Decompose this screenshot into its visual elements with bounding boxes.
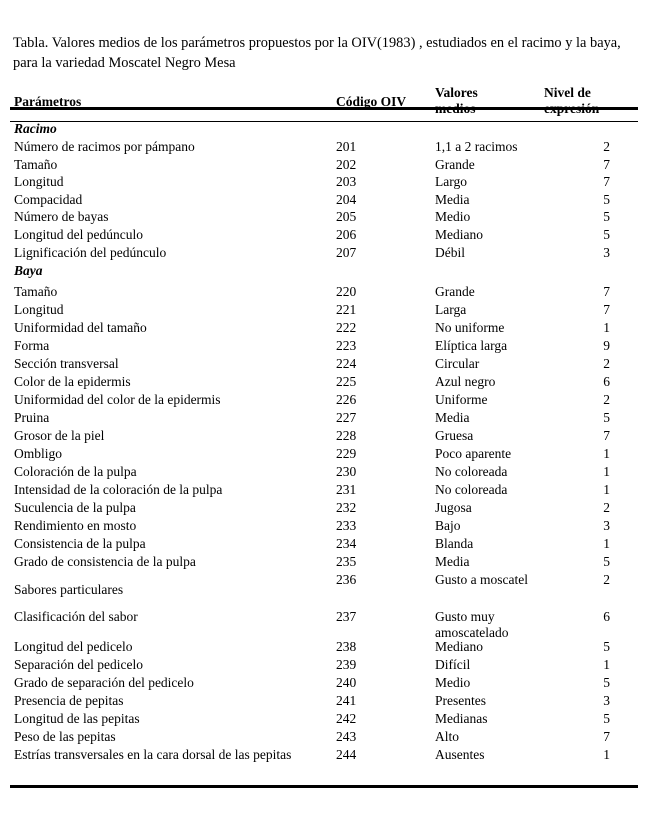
table-row — [14, 374, 624, 391]
value-cell: Blanda — [435, 536, 474, 551]
level-cell: 5 — [603, 711, 610, 726]
level-cell: 1 — [603, 446, 610, 461]
code-cell: 225 — [336, 374, 357, 389]
param-cell: Grosor de la piel — [14, 428, 105, 443]
header-parametros: Parámetros — [14, 94, 82, 109]
table-row — [14, 572, 624, 612]
code-cell: 238 — [336, 639, 357, 654]
value-cell: No coloreada — [435, 464, 508, 479]
code-cell: 221 — [336, 302, 357, 317]
param-cell: Lignificación del pedúnculo — [14, 245, 167, 260]
value-cell: Gusto muy amoscatelado — [435, 609, 509, 640]
table-row — [14, 711, 624, 729]
code-cell: 231 — [336, 482, 357, 497]
value-cell: Alto — [435, 729, 460, 744]
level-cell: 2 — [603, 139, 610, 154]
table-row — [14, 639, 624, 656]
value-cell: Mediano — [435, 639, 483, 654]
code-cell: 240 — [336, 675, 357, 690]
value-cell: Medianas — [435, 711, 488, 726]
level-cell: 2 — [603, 392, 610, 407]
code-cell: 223 — [336, 338, 357, 353]
level-cell: 3 — [603, 693, 610, 708]
value-cell: Largo — [435, 174, 467, 189]
param-cell: Clasificación del sabor — [14, 609, 138, 624]
code-cell: 203 — [336, 174, 357, 189]
param-cell: Ombligo — [14, 446, 63, 461]
value-cell: Grande — [435, 157, 475, 172]
table-row — [14, 209, 624, 227]
level-cell: 5 — [603, 192, 610, 207]
code-cell: 243 — [336, 729, 357, 744]
param-cell: Uniformidad del color de la epidermis — [14, 392, 221, 407]
param-cell: Grado de separación del pedicelo — [14, 675, 194, 690]
level-cell: 6 — [603, 374, 610, 389]
param-cell: Sabores particulares — [14, 582, 124, 597]
table-row — [14, 139, 624, 157]
level-cell: 5 — [603, 227, 610, 242]
table-row — [14, 675, 624, 692]
value-cell: Bajo — [435, 518, 461, 533]
level-cell: 3 — [603, 518, 610, 533]
level-cell: 1 — [603, 482, 610, 497]
level-cell: 7 — [603, 284, 610, 299]
level-cell: 3 — [603, 245, 610, 260]
value-cell: Medio — [435, 675, 471, 690]
value-cell: Presentes — [435, 693, 486, 708]
code-cell: 241 — [336, 693, 357, 708]
code-cell: 242 — [336, 711, 357, 726]
table-row — [14, 729, 624, 746]
level-cell: 5 — [603, 554, 610, 569]
level-cell: 6 — [603, 609, 610, 624]
table-row — [14, 192, 624, 209]
value-cell: Poco aparente — [435, 446, 512, 461]
code-cell: 207 — [336, 245, 357, 260]
param-cell: Sección transversal — [14, 356, 119, 371]
value-cell: Gusto a moscatel — [435, 572, 528, 587]
value-cell: Débil — [435, 245, 465, 260]
param-cell: Coloración de la pulpa — [14, 464, 137, 479]
param-cell: Longitud — [14, 302, 64, 317]
code-cell: 206 — [336, 227, 357, 242]
code-cell: 229 — [336, 446, 357, 461]
level-cell: 7 — [603, 174, 610, 189]
level-cell: 2 — [603, 500, 610, 515]
code-cell: 234 — [336, 536, 357, 551]
table-row — [14, 302, 624, 319]
header-nivel-line2: expresión — [544, 101, 600, 116]
value-cell: Larga — [435, 302, 467, 317]
level-cell: 1 — [603, 320, 610, 335]
table-row — [14, 693, 624, 710]
param-cell: Consistencia de la pulpa — [14, 536, 146, 551]
param-cell: Suculencia de la pulpa — [14, 500, 136, 515]
table-row — [14, 500, 624, 518]
value-cell: Azul negro — [435, 374, 496, 389]
table-row — [14, 338, 624, 355]
value-cell: No coloreada — [435, 482, 508, 497]
code-cell: 226 — [336, 392, 357, 407]
param-cell: Longitud del pedúnculo — [14, 227, 143, 242]
code-cell: 237 — [336, 609, 357, 624]
table-bottom-rule — [10, 785, 638, 788]
table-row — [14, 464, 624, 482]
table-row — [14, 446, 624, 463]
value-cell: Media — [435, 192, 470, 207]
table-row — [14, 284, 624, 302]
param-cell: Intensidad de la coloración de la pulpa — [14, 482, 223, 497]
section-title: Baya — [14, 263, 43, 278]
level-cell: 1 — [603, 536, 610, 551]
param-cell: Separación del pedicelo — [14, 657, 143, 672]
code-cell: 236 — [336, 572, 357, 587]
header-valores-line2: medios — [435, 101, 476, 116]
value-cell: Grande — [435, 284, 475, 299]
param-cell: Estrías transversales en la cara dorsal de las pepitas — [14, 747, 292, 762]
table-row — [14, 245, 624, 263]
code-cell: 232 — [336, 500, 357, 515]
param-cell: Pruina — [14, 410, 50, 425]
level-cell: 9 — [603, 338, 610, 353]
value-cell: Gruesa — [435, 428, 474, 443]
code-cell: 230 — [336, 464, 357, 479]
code-cell: 235 — [336, 554, 357, 569]
param-cell: Tamaño — [14, 157, 58, 172]
level-cell: 7 — [603, 729, 610, 744]
table-row — [14, 657, 624, 675]
code-cell: 204 — [336, 192, 357, 207]
param-cell: Longitud del pedicelo — [14, 639, 133, 654]
table-row — [14, 518, 624, 535]
value-cell: No uniforme — [435, 320, 505, 335]
code-cell: 205 — [336, 209, 357, 224]
level-cell: 7 — [603, 428, 610, 443]
code-cell: 228 — [336, 428, 357, 443]
table-row — [14, 747, 624, 765]
level-cell: 1 — [603, 747, 610, 762]
level-cell: 2 — [603, 356, 610, 371]
code-cell: 220 — [336, 284, 357, 299]
level-cell: 1 — [603, 464, 610, 479]
table-row — [14, 392, 624, 410]
param-cell: Compacidad — [14, 192, 83, 207]
level-cell: 7 — [603, 157, 610, 172]
value-cell: Jugosa — [435, 500, 472, 515]
level-cell: 2 — [603, 572, 610, 587]
param-cell: Número de racimos por pámpano — [14, 139, 195, 154]
header-valores-line1: Valores — [435, 85, 478, 100]
code-cell: 239 — [336, 657, 357, 672]
header-nivel — [544, 85, 599, 117]
code-cell: 244 — [336, 747, 357, 762]
value-cell: Ausentes — [435, 747, 485, 762]
value-cell: 1,1 a 2 racimos — [435, 139, 518, 154]
value-cell: Medio — [435, 209, 471, 224]
table-row — [14, 356, 624, 374]
value-cell: Difícil — [435, 657, 471, 672]
code-cell: 202 — [336, 157, 357, 172]
value-cell: Media — [435, 410, 470, 425]
section-title: Racimo — [14, 121, 57, 136]
header-valores — [435, 85, 478, 117]
level-cell: 5 — [603, 410, 610, 425]
code-cell: 233 — [336, 518, 357, 533]
value-cell: Mediano — [435, 227, 483, 242]
level-cell: 5 — [603, 675, 610, 690]
param-cell: Color de la epidermis — [14, 374, 131, 389]
table-row — [14, 174, 624, 192]
param-cell: Longitud — [14, 174, 64, 189]
code-cell: 222 — [336, 320, 357, 335]
table-row — [14, 428, 624, 446]
table-row — [14, 320, 624, 338]
table-row — [14, 410, 624, 427]
param-cell: Uniformidad del tamaño — [14, 320, 147, 335]
table-row — [14, 536, 624, 554]
param-cell: Peso de las pepitas — [14, 729, 116, 744]
value-cell: Circular — [435, 356, 480, 371]
param-cell: Tamaño — [14, 284, 58, 299]
level-cell: 7 — [603, 302, 610, 317]
value-cell: Elíptica larga — [435, 338, 508, 353]
code-cell: 201 — [336, 139, 357, 154]
param-cell: Número de bayas — [14, 209, 109, 224]
level-cell: 5 — [603, 639, 610, 654]
code-cell: 224 — [336, 356, 357, 371]
table-row — [14, 482, 624, 499]
table-row — [14, 227, 624, 245]
level-cell: 5 — [603, 209, 610, 224]
table-row — [14, 157, 624, 174]
table-row — [14, 554, 624, 571]
header-codigo: Código OIV — [336, 94, 407, 109]
value-cell: Uniforme — [435, 392, 488, 407]
value-cell: Media — [435, 554, 470, 569]
level-cell: 1 — [603, 657, 610, 672]
param-cell: Rendimiento en mosto — [14, 518, 137, 533]
param-cell: Forma — [14, 338, 50, 353]
code-cell: 227 — [336, 410, 357, 425]
param-cell: Grado de consistencia de la pulpa — [14, 554, 196, 569]
header-nivel-line1: Nivel de — [544, 85, 591, 100]
table-caption: Tabla. Valores medios de los parámetros propuestos por la OIV(1983) , estudiados en el racimo y la baya, para la variedad Moscatel Negro Mesa — [13, 35, 621, 71]
param-cell: Presencia de pepitas — [14, 693, 124, 708]
param-cell: Longitud de las pepitas — [14, 711, 140, 726]
